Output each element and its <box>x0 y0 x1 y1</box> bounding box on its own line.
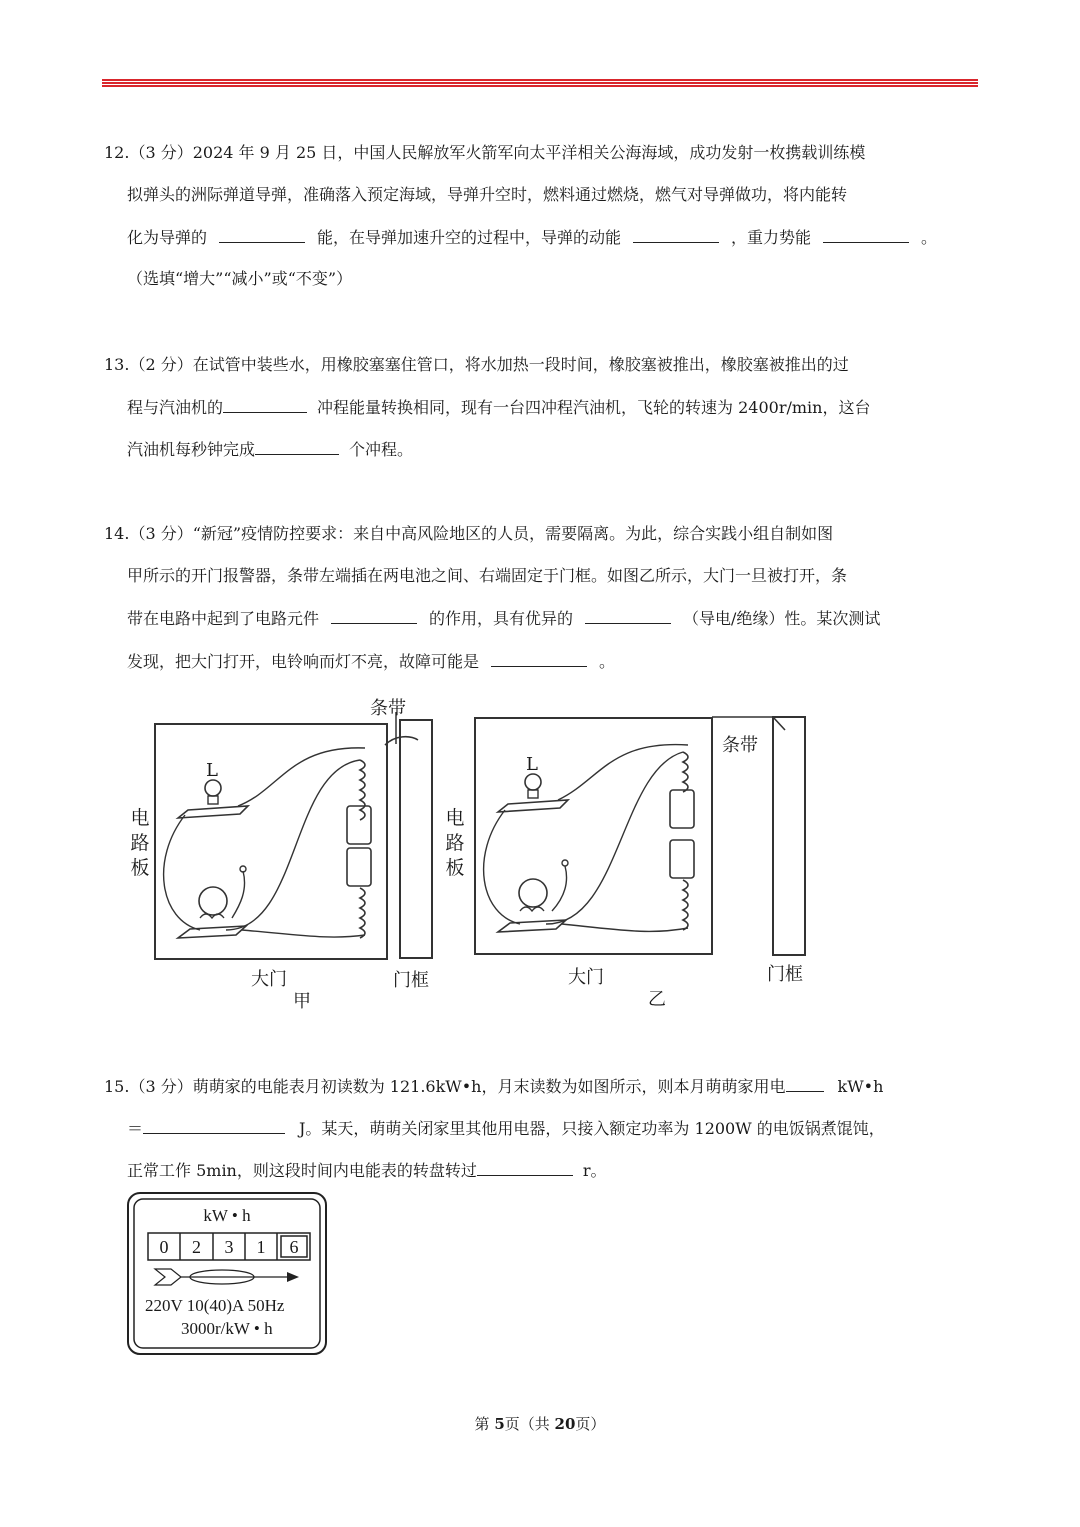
bell-icon <box>519 879 547 907</box>
door-label-a: 大门 <box>251 969 287 990</box>
meter-spec-1: 220V 10(40)A 50Hz <box>145 1296 285 1315</box>
q15-line-1: 15.（3 分）萌萌家的电能表月初读数为 121.6kW•h，月末读数为如图所示，则本月萌萌家用电 kW•h <box>104 1073 883 1097</box>
page-footer: 第 5页（共 20页） <box>474 1415 606 1433</box>
battery-icon <box>347 806 371 844</box>
q14-line-4: 发现，把大门打开，电铃响而灯不亮，故障可能是 。 <box>127 648 615 672</box>
q15-line-3: 正常工作 5min，则这段时间内电能表的转盘转过 r。 <box>127 1157 607 1181</box>
circuit-board-a <box>155 724 387 959</box>
meter-unit: kW • h <box>203 1206 251 1225</box>
bell-icon <box>199 887 227 915</box>
door-frame-b <box>773 717 805 955</box>
page-total: 20 <box>554 1415 576 1433</box>
electric-meter <box>127 1192 327 1355</box>
strip-b <box>712 717 785 730</box>
board-label-b: 电路板 <box>445 807 465 879</box>
lamp-icon <box>205 780 221 796</box>
battery-icon <box>670 840 694 878</box>
q12-line-3: 化为导弹的 能，在导弹加速升空的过程中，导弹的动能 ，重力势能 。 <box>127 224 937 248</box>
q13-line-3: 汽油机每秒钟完成 个冲程。 <box>127 436 413 460</box>
meter-digit: 2 <box>192 1237 201 1257</box>
strip-a <box>385 737 418 745</box>
rotating-disc-arrow-icon <box>155 1269 299 1285</box>
answer-blank[interactable] <box>477 1157 573 1176</box>
q14-line-3: 带在电路中起到了电路元件 的作用，具有优异的 （导电/绝缘）性。某次测试 <box>127 605 880 629</box>
lamp-label-b: L <box>526 754 538 775</box>
meter-digit: 3 <box>224 1237 234 1257</box>
q14-line-1: 14.（3 分）“新冠”疫情防控要求：来自中高风险地区的人员，需要隔离。为此，综合实践小组自制如图 <box>104 524 834 543</box>
q12-line-4: （选填“增大”“减小”或“不变”） <box>127 269 353 288</box>
strip-label-a: 条带 <box>370 698 406 719</box>
caption-yi: 乙 <box>648 989 666 1010</box>
strip-label-b: 条带 <box>722 735 758 756</box>
q13-line-2: 程与汽油机的 冲程能量转换相同，现有一台四冲程汽油机，飞轮的转速为 2400r/min，这台 <box>127 394 870 418</box>
q14-line-2: 甲所示的开门报警器，条带左端插在两电池之间、右端固定于门框。如图乙所示，大门一旦被打开，条 <box>127 566 848 585</box>
battery-icon <box>347 848 371 886</box>
circuit-board-b <box>475 718 712 954</box>
caption-jia: 甲 <box>293 991 311 1012</box>
q12-line-2: 拟弹头的洲际弹道导弹，准确落入预定海域，导弹升空时，燃料通过燃烧，燃气对导弹做功，将内能转 <box>127 185 848 204</box>
page-number: 5 <box>494 1415 505 1433</box>
frame-label-b: 门框 <box>767 964 803 985</box>
door-frame-a <box>400 720 432 958</box>
board-label-a: 电路板 <box>130 807 150 879</box>
battery-icon <box>670 790 694 828</box>
meter-spec-2: 3000r/kW • h <box>181 1319 273 1338</box>
meter-digit: 0 <box>159 1237 169 1257</box>
q12-line-1: 12.（3 分）2024 年 9 月 25 日，中国人民解放军火箭军向太平洋相关公海海域，成功发射一枚携载训练模 <box>104 143 866 162</box>
answer-blank[interactable] <box>143 1115 285 1134</box>
q15-line-2: ＝ J。某天，萌萌关闭家里其他用电器，只接入额定功率为 1200W 的电饭锅煮馄饨， <box>127 1115 885 1139</box>
door-label-b: 大门 <box>568 967 604 988</box>
q13-line-1: 13.（2 分）在试管中装些水，用橡胶塞塞住管口，将水加热一段时间，橡胶塞被推出，橡胶塞被推出的过 <box>104 355 849 374</box>
lamp-icon <box>525 774 541 790</box>
lamp-label-a: L <box>206 760 218 781</box>
frame-label-a: 门框 <box>393 970 429 991</box>
meter-digit: 1 <box>256 1237 266 1257</box>
meter-digit-decimal: 6 <box>289 1237 299 1257</box>
answer-blank[interactable] <box>786 1073 824 1092</box>
